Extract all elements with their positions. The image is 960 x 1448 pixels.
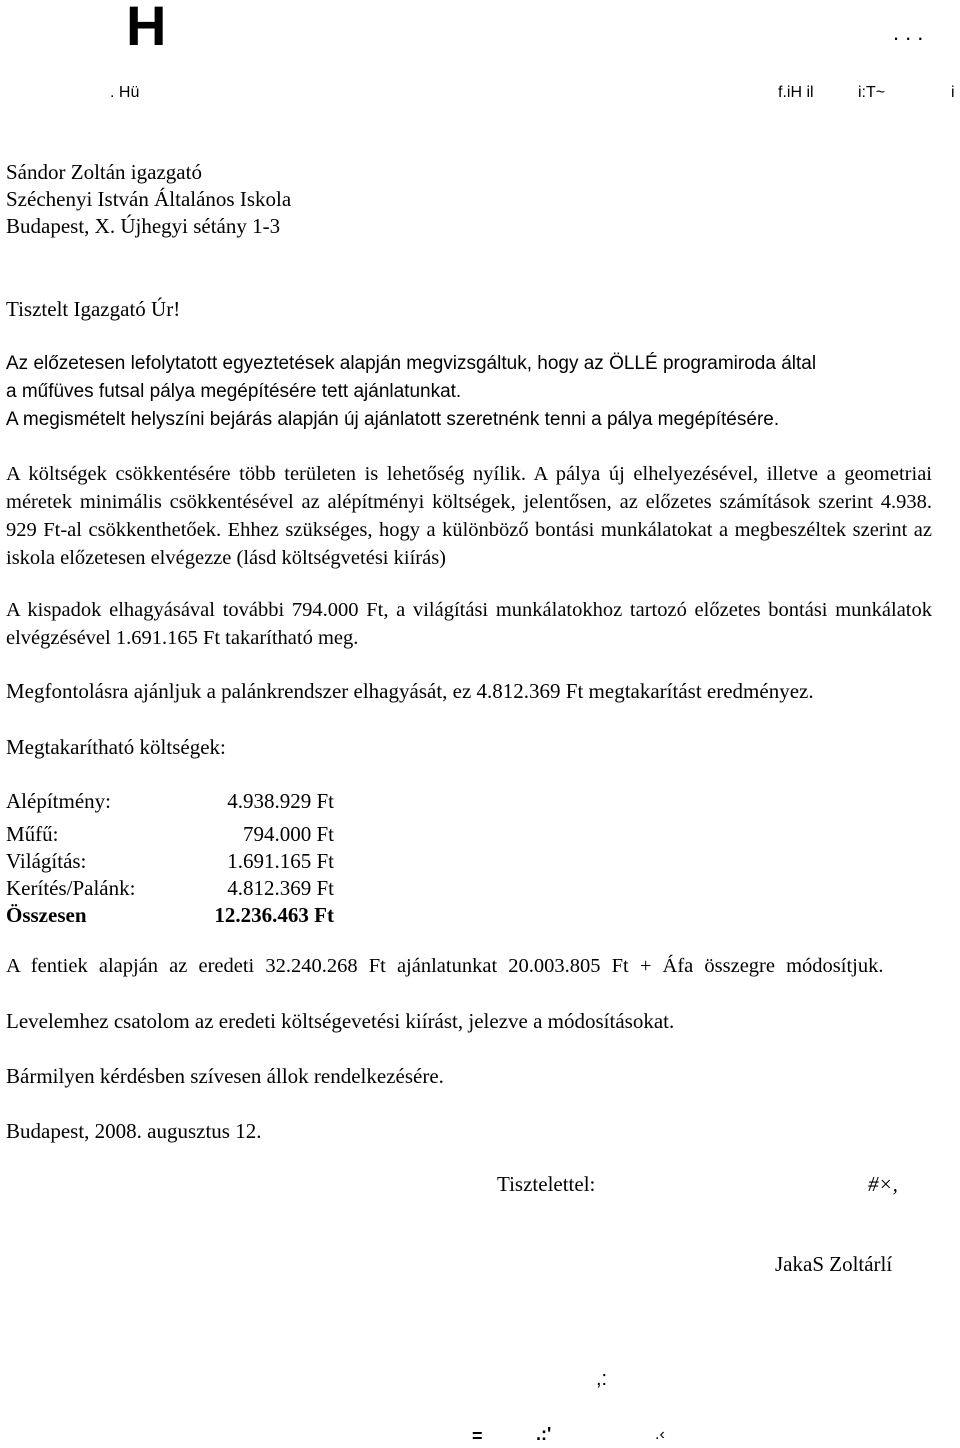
paragraph-4: Megfontolásra ajánljuk a palánkrendszer elhagyását, ez 4.812.369 Ft megtakarítást eredményez.: [6, 679, 814, 703]
paragraph-1-line-1: Az előzetesen lefolytatott egyeztetések alapján megvizsgáltuk, hogy az ÖLLÉ programiroda által: [6, 353, 817, 374]
letterhead-fragment-3: i:T~: [858, 84, 886, 101]
letter-date: Budapest, 2008. augusztus 12.: [6, 1119, 262, 1143]
cost-row-value: 4.938.929 Ft: [227, 789, 334, 813]
cost-row-value: 1.691.165 Ft: [227, 849, 334, 873]
letterhead-logo: H: [126, 0, 167, 57]
paragraph-5: [6, 952, 932, 980]
footer-mark: .:': [536, 1424, 552, 1444]
recipient-address: Budapest, X. Újhegyi sétány 1-3: [6, 214, 281, 238]
letterhead-fragment-2: f.iH il: [778, 84, 814, 101]
recipient-institution: Széchenyi István Általános Iskola: [6, 187, 292, 211]
paragraph-2: [6, 460, 932, 572]
paragraph-7: Bármilyen kérdésben szívesen állok rendelkezésére.: [6, 1064, 444, 1088]
paragraph-6: Levelemhez csatolom az eredeti költségevetési kiírást, jelezve a módosításokat.: [6, 1009, 675, 1033]
signer-name: JakaS Zoltárlí: [775, 1252, 893, 1276]
cost-row-label: Alépítmény:: [6, 789, 111, 813]
recipient-name: Sándor Zoltán igazgató: [6, 160, 202, 184]
letterhead-fragment-4: i: [951, 84, 955, 101]
cost-total-value: 12.236.463 Ft: [214, 903, 334, 927]
footer-mark: .‹: [655, 1426, 665, 1443]
salutation: Tisztelt Igazgató Úr!: [6, 297, 181, 321]
cost-row-value: 794.000 Ft: [242, 822, 334, 846]
paragraph-2-text: A költségek csökkentésére több területen is lehetőség nyílik. A pálya új elhelyezésével, illetve a geometriai méretek minimális csökkentésével az alépítményi költségek, jelentősen, az előzetes számítások szerint 4.938. 929 Ft-al csökkenthetőek. Ehhez szükséges, hogy a különböző bontási munkálatokat a megbeszéltek szerint az iskola előzetesen elvégezze (lásd költségvetési kiírás): [6, 463, 932, 569]
paragraph-1-line-2: a műfüves futsal pálya megépítésére tett ajánlatunkat.: [6, 381, 462, 402]
letterhead-fragment-1: . Hü: [110, 84, 140, 101]
cost-total-label: Összesen: [6, 903, 87, 927]
paragraph-3: [6, 596, 932, 652]
cost-row-label: Műfű:: [6, 822, 59, 846]
signature-mark: #×,: [868, 1172, 898, 1196]
footer-mark: ,:: [596, 1368, 608, 1390]
letterhead-dots: ...: [893, 20, 930, 45]
footer-mark: =: [472, 1426, 483, 1446]
paragraph-5-text: A fentiek alapján az eredeti 32.240.268 Ft ajánlatunkat 20.003.805 Ft + Áfa összegre módosítjuk.: [6, 955, 884, 977]
savings-heading: Megtakarítható költségek:: [6, 735, 226, 759]
cost-row-label: Kerítés/Palánk:: [6, 876, 136, 900]
paragraph-3-text: A kispadok elhagyásával további 794.000 Ft, a világítási munkálatokhoz tartozó előzetes bontási munkálatok elvégzésével 1.691.165 Ft takarítható meg.: [6, 599, 932, 649]
paragraph-1-line-3: A megismételt helyszíni bejárás alapján új ajánlatott szeretnénk tenni a pálya megépítésére.: [6, 409, 780, 430]
closing-regards: Tisztelettel:: [497, 1172, 596, 1196]
cost-row-value: 4.812.369 Ft: [227, 876, 334, 900]
cost-row-label: Világítás:: [6, 849, 87, 873]
